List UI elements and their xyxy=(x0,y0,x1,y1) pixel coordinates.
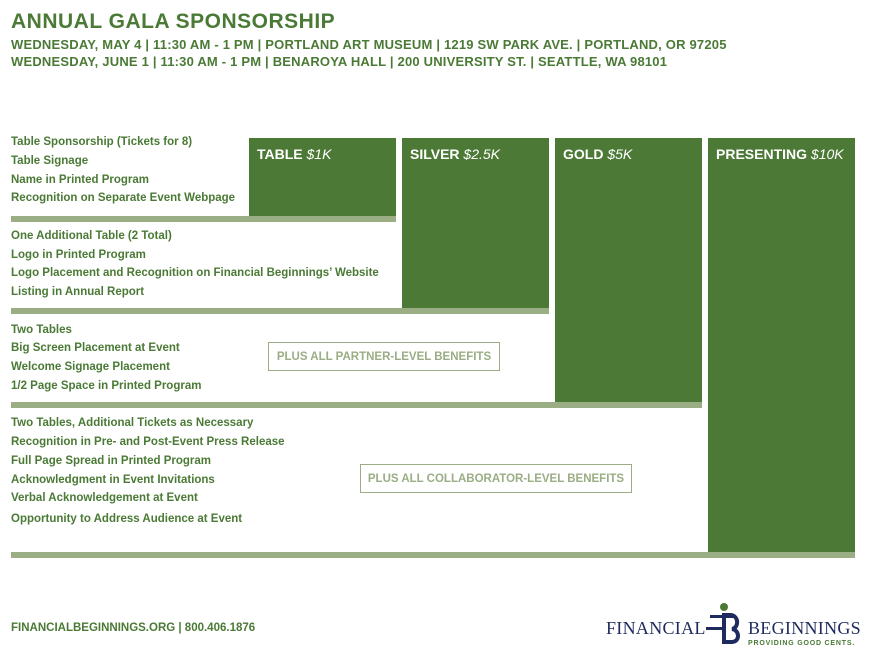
financial-beginnings-logo xyxy=(606,600,861,652)
tier-bar-gold xyxy=(555,138,702,402)
event-line-seattle: WEDNESDAY, JUNE 1 | 11:30 AM - 1 PM | BENAROYA HALL | 200 UNIVERSITY ST. | SEATTLE, WA 98101 xyxy=(11,54,668,69)
tier-label-gold: GOLD $5K xyxy=(563,146,633,162)
tier-label-silver: SILVER $2.5K xyxy=(410,146,501,162)
benefit-presenting-1: Two Tables, Additional Tickets as Necessary xyxy=(11,417,254,429)
logo-word-financial: FINANCIAL xyxy=(606,618,706,638)
divider-gold xyxy=(11,402,702,408)
benefit-silver-4: Listing in Annual Report xyxy=(11,286,145,298)
benefit-presenting-2: Recognition in Pre- and Post-Event Press Release xyxy=(11,436,285,448)
benefit-presenting-4: Acknowledgment in Event Invitations xyxy=(11,474,215,486)
logo-tagline: PROVIDING GOOD CENTS. xyxy=(748,640,856,647)
benefit-table-4: Recognition on Separate Event Webpage xyxy=(11,192,236,204)
benefit-table-1: Table Sponsorship (Tickets for 8) xyxy=(11,136,193,148)
benefit-presenting-3: Full Page Spread in Printed Program xyxy=(11,455,212,467)
divider-presenting xyxy=(11,552,855,558)
benefit-table-3: Name in Printed Program xyxy=(11,174,150,186)
benefit-silver-2: Logo in Printed Program xyxy=(11,249,146,261)
plus-partner-benefits-box: PLUS ALL PARTNER-LEVEL BENEFITS xyxy=(268,342,500,371)
divider-silver xyxy=(11,308,549,314)
tier-bar-table xyxy=(249,138,396,216)
benefit-gold-4: 1/2 Page Space in Printed Program xyxy=(11,380,202,392)
fb-monogram-icon xyxy=(706,602,744,648)
tier-label-table: TABLE $1K xyxy=(257,146,332,162)
benefit-silver-3: Logo Placement and Recognition on Financial Beginnings’ Website xyxy=(11,267,379,279)
tier-bar-presenting xyxy=(708,138,855,552)
logo-word-beginnings: BEGINNINGS xyxy=(748,618,861,638)
event-line-portland: WEDNESDAY, MAY 4 | 11:30 AM - 1 PM | PORTLAND ART MUSEUM | 1219 SW PARK AVE. | PORTLAND, OR 97205 xyxy=(11,37,727,52)
benefit-table-2: Table Signage xyxy=(11,155,89,167)
benefit-gold-1: Two Tables xyxy=(11,324,72,336)
divider-table xyxy=(11,216,396,222)
tier-bar-silver xyxy=(402,138,549,308)
tier-label-presenting: PRESENTING $10K xyxy=(716,146,844,162)
benefit-gold-2: Big Screen Placement at Event xyxy=(11,342,180,354)
benefit-presenting-5: Verbal Acknowledgement at Event xyxy=(11,492,198,504)
benefit-silver-1: One Additional Table (2 Total) xyxy=(11,230,172,242)
page-title: ANNUAL GALA SPONSORSHIP xyxy=(11,10,336,33)
plus-collaborator-benefits-box: PLUS ALL COLLABORATOR-LEVEL BENEFITS xyxy=(360,464,632,493)
footer-contact: FINANCIALBEGINNINGS.ORG | 800.406.1876 xyxy=(11,622,256,634)
benefit-presenting-6: Opportunity to Address Audience at Event xyxy=(11,513,243,525)
benefit-gold-3: Welcome Signage Placement xyxy=(11,361,170,373)
